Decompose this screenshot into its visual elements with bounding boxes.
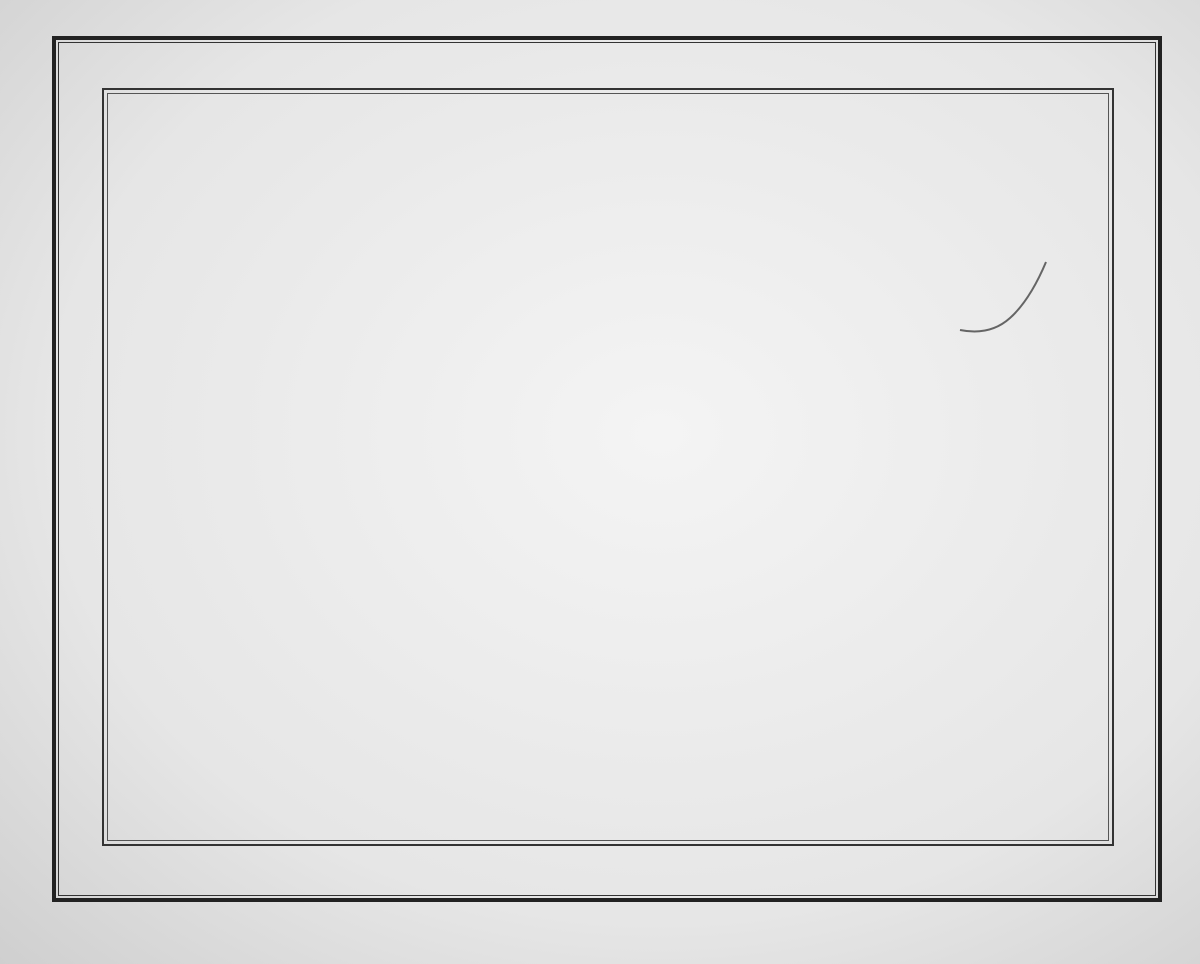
- inner-frame-line: [107, 93, 1109, 841]
- notice-content: [140, 116, 1085, 124]
